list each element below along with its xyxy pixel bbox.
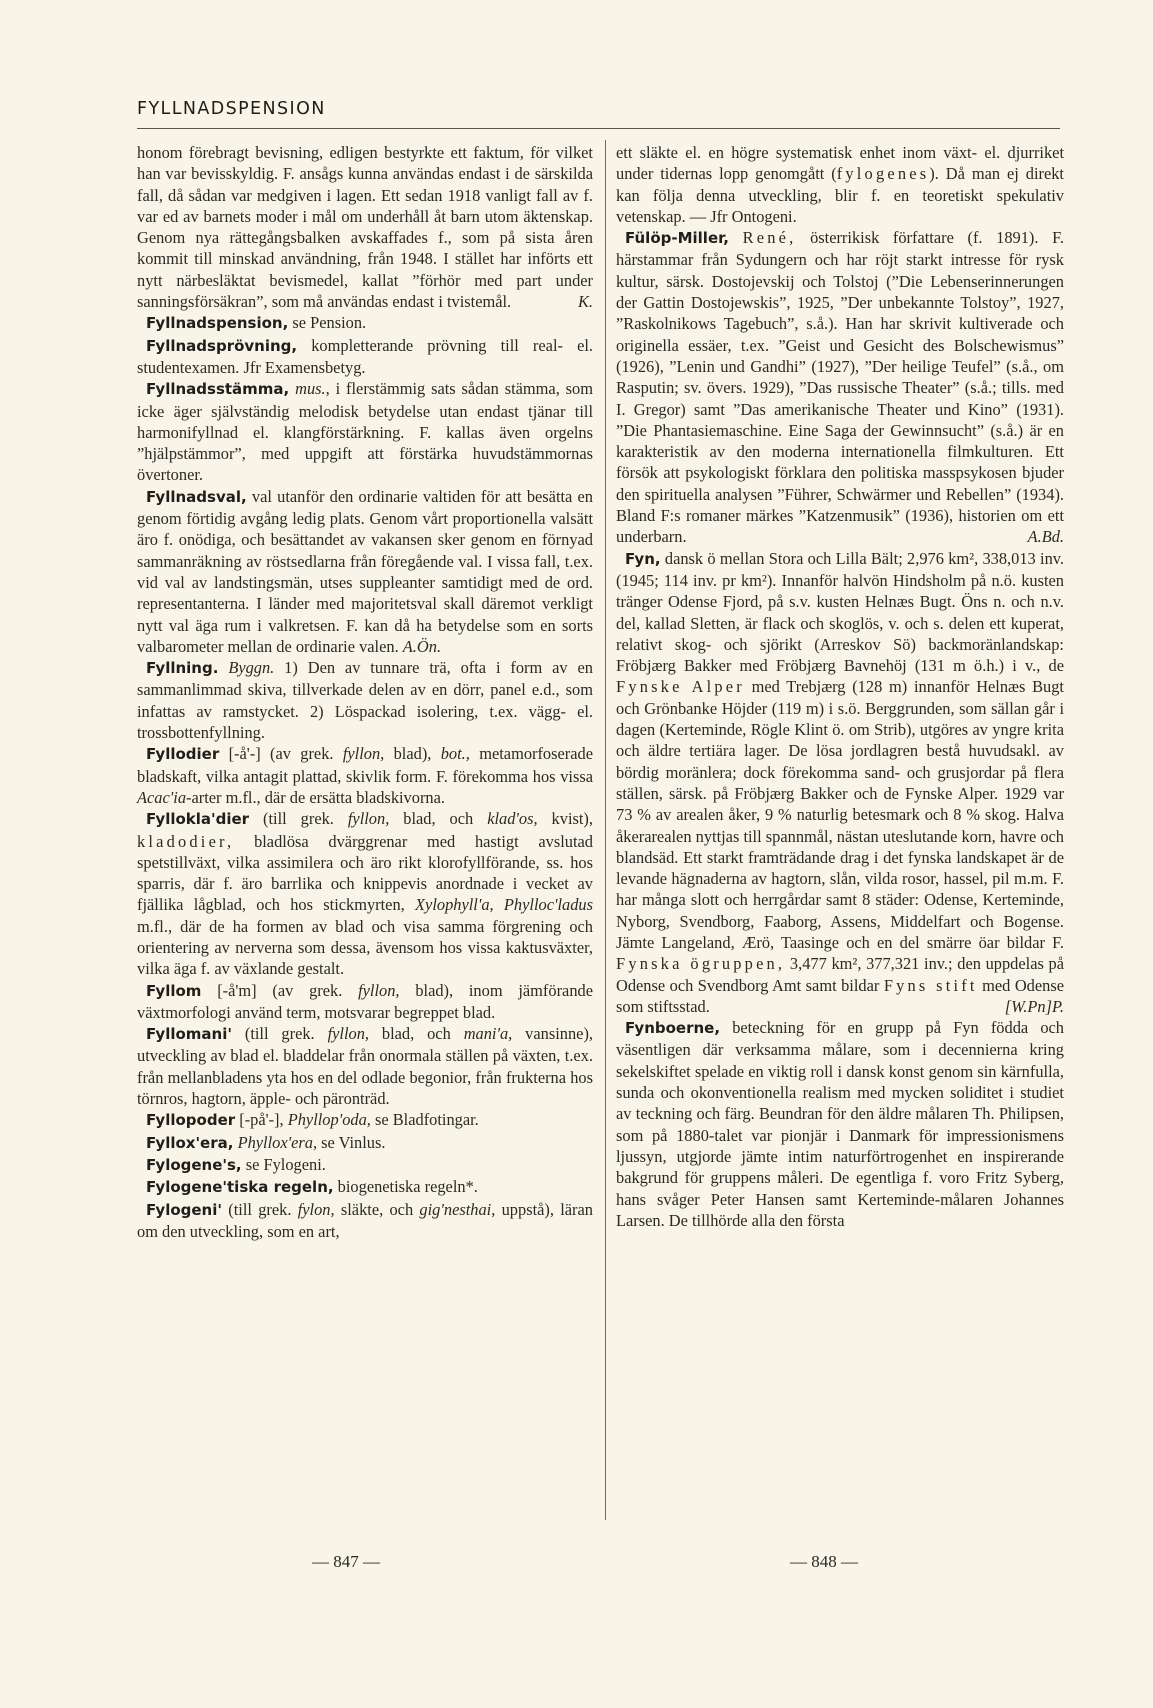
entry-fyllokladier: Fyllokla'dier (till grek. fyllon, blad, och klad'os, kvist), kladodier, bladlösa dvärggrenar med hastigt avslutad spetstillväxt, vilka assimilera och äro rikt klorofyllförande, ss. hos sparris, där f. äro barrlika och knippevis anordnade i vecket av fjällika lågblad, och hos stickmyrten, Xylophyll'a, Phylloc'ladus m.fl., där de ha formen av blad och visa samma förgrening och orientering av nerverna som dessa, ävensom hos vissa kaktusväxter, vilka äga f. av växlande gestalt. (137, 809, 593, 979)
entry-fyllodier: Fyllodier [-å'-] (av grek. fyllon, blad), bot., metamorfoserade bladskaft, vilka antagit plattad, skivlik form. F. förekomma hos vissa Acac'ia-arter m.fl., där de ersätta bladskivorna. (137, 744, 593, 807)
subject-label: mus. (295, 379, 326, 399)
page-number-right: — 848 — (790, 1552, 858, 1571)
headword: Fyllodier (146, 745, 220, 764)
column-divider (605, 140, 606, 1520)
headword: Fynboerne, (625, 1019, 721, 1038)
entry-fyllnadspension: Fyllnadspension, se Pension. (146, 313, 367, 333)
headword: Fyllom (146, 981, 202, 1000)
headword: Fyllokla'dier (146, 810, 250, 829)
headword: Fyllnadsprövning, (146, 336, 298, 355)
running-head: FYLLNADSPENSION (137, 99, 326, 119)
entry-fylogeni: Fylogeni' (till grek. fylon, släkte, och gig'nesthai, uppstå), läran om den utveckling, som en art, (137, 1199, 593, 1241)
headword: Fyllopoder (146, 1111, 236, 1130)
headword: Fyn, (625, 549, 661, 568)
headword: Fyllomani' (146, 1025, 232, 1044)
headword: Fyllox'era, (146, 1133, 234, 1152)
headword: Fylogeni' (146, 1200, 222, 1219)
author-signature: A.Bd. (1027, 527, 1064, 547)
entry-fulop-miller: Fülöp-Miller, René, österrikisk författare (f. 1891). F. härstammar från Sydungern och har röjt starkt intresse för rysk kultur, särsk. Dostojevskij och Tolstoj (”Die Lebenserinnerungen der Gattin Dostojewskis”, 1925, ”Der unbekannte Tolstoy”, 1927, ”Raskolnikows Tagebuch”, s.å.). Han har skrivit kultiverade och originella essäer, t.ex. ”Geist und Gesicht des Bolschewismus” (1926), ”Lenin und Gandhi” (1927), ”Der heilige Teufel” (s.å., om Rasputin; sv. övers. 1929), ”Das russische Theater” (s.å.; tills. med I. Gregor) samt ”Das amerikanische Theater und Kino” (1931). ”Die Phantasiemaschine. Eine Saga der Gewinnsucht” (s.å.) är en karakteristik av den moderna internationella filmkulturen. Ett försök att psykologiskt förklara den politiska masspsykosen bjuder den spirituella analysen ”Führer, Schwärmer und Rebellen” (1934). Bland F:s romaner märkes ”Katzenmusik” (1936), historien om ett underbarn. A.Bd. (616, 228, 1064, 547)
header-rule (137, 128, 1060, 129)
entry-fyn: Fyn, dansk ö mellan Stora och Lilla Bält; 2,976 km², 338,013 inv. (1945; 114 inv. pr km²). Innanför halvön Hindsholm på n.ö. kusten tränger Odense Fjord, på s.v. kusten Helnæs Bugt. Öns n. och n.v. del, kallad Sletten, är flack och skoglös, v. och s. delen ett kuperat, relativt skog- och sjörikt (Arreskov Sö) backmoränlandskap: Fröbjærg Bakker med Fröbjærg Bavnehöj (131 m ö.h.) i v., de Fynske Alper med Trebjærg (128 m) innanför Helnæs Bugt och Grönbanke Höjder (119 m) i s.ö. Berggrunden, som sällan går i dagen (Kerteminde, Rögle Klint ö. om Strib), utgöres av yngre krita och äldre tertiära lager. De lösa jordlagren bestå huvudsakl. av bördig moränlera; dock förekomma sand- och grusjordar på flera ställen, särsk. på Fröbjærg Bakker och de Fynske Alper. 1929 var 73 % av arealen åker, 9 % naturlig betesmark och 8 % skog. Halva åkerarealen nyttjas till spannmål, nästan uteslutande korn, havre och blandsäd. Ett starkt framträdande drag i det fynska landskapet är de levande hägnaderna av hagtorn, slån, vilda rosor, hassel, pil m.m. F. har många slott och herrgårdar samt 8 städer: Odense, Kerteminde, Nyborg, Svendborg, Faaborg, Assens, Middelfart och Bogense. Jämte Langeland, Ærö, Taasinge och en del smärre öar bildar F. Fynska ögruppen, 3,477 km², 377,321 inv.; den uppdelas på Odense och Svendborg Amt samt bildar Fyns stift med Odense som stiftsstad. [W.Pn]P. (616, 548, 1064, 1016)
headword: Fyllnadsstämma, (146, 380, 290, 399)
author-signature: [W.Pn]P. (1004, 996, 1064, 1016)
page-number-left: — 847 — (312, 1552, 380, 1571)
headword: Fülöp-Miller, (625, 229, 730, 248)
entry-fyllom: Fyllom [-å'm] (av grek. fyllon, blad), inom jämförande växtmorfologi använd term, motsvarar begreppet blad. (137, 980, 593, 1022)
right-column (616, 142, 1064, 1231)
entry-fylloxera: Fyllox'era, Phyllox'era, se Vinlus. (146, 1132, 386, 1152)
author-signature: A.Ön. (402, 636, 442, 656)
entry-fyllnadsval: Fyllnadsval, val utanför den ordinarie valtiden för att besätta en genom förtidig avgång ledig plats. Genom vårt proportionella valsätt äro f. onödiga, och besättandet av vakansen sker genom en förnyad sammanräkning av röstsedlarna från föregående val. I vissa fall, t.ex. vid val av landstingsmän, utses suppleanter samtidigt med de ord. representanterna. I länder med majoritetsval skall däremot verkligt nytt val äga rum i valkretsen. F. kan då ha betydelse som en sorts valbarometer mellan de ordinarie valen. A.Ön. (137, 486, 593, 656)
headword: Fyllnadspension, (146, 314, 289, 333)
entry-continuation: honom förebragt bevisning, edligen bestyrkte ett faktum, för vilket han var bevisskyldig. F. ansågs kunna användas endast i de särskilda fall, då sådan var medgiven i lagen. Ett sedan 1918 vanligt fall av f. var ed av barnets moder i mål om underhåll åt barn utom äktenskap. Genom nya rättegångsbalken avskaffades f., som på sista åren kommit till minskad användning, från 1948. I stället har införts ett nytt närbesläktat bevismedel, kallat ”förhör med part under sanningsförsäkran”, som må användas endast i tvistemål. K. (137, 143, 593, 312)
author-signature: K. (577, 292, 593, 312)
entry-fylogenes: Fylogene's, se Fylogeni. (146, 1154, 326, 1174)
subject-label: bot., (440, 744, 470, 764)
entry-fylogenetiska-regeln: Fylogene'tiska regeln, biogenetiska regeln*. (146, 1177, 478, 1197)
headword: Fyllnadsval, (146, 487, 247, 506)
left-column (137, 142, 593, 1242)
entry-fyllopoder: Fyllopoder [-på'-], Phyllop'oda, se Bladfotingar. (146, 1110, 479, 1130)
subject-label: Byggn. (228, 658, 275, 678)
entry-fynboerne: Fynboerne, beteckning för en grupp på Fyn födda och väsentligen där verksamma målare, som i decennierna kring sekelskiftet spelade en viktig roll i dansk konst genom sin kärnfulla, sunda och okonventionella realism med mycken soliditet i studiet av teckning och färg. Beundran för den äldre målaren Th. Philipsen, som på 1880-talet var pionjär i Danmark för impressionismens ljussyn, utgjorde jämte intim naturförtrogenhet en inspirerande bakgrund för gruppens måleri. De egentliga f. voro Fritz Syberg, hans svåger Peter Hansen samt Kerteminde-målaren Johannes Larsen. De tillhörde alla den första (616, 1018, 1064, 1230)
headword: Fyllning. (146, 659, 219, 678)
entry-continuation: ett släkte el. en högre systematisk enhet inom växt- el. djurriket under tidernas lopp genomgått (fylogenes). Då man ej direkt kan följa denna utveckling, blir f. en teoretiskt spekulativ vetenskap. — Jfr Ontogeni. (616, 143, 1064, 226)
entry-fyllning: Fyllning. Byggn. 1) Den av tunnare trä, ofta i form av en sammanlimmad skiva, tillverkade delen av en dörr, panel e.d., som infattas av ramstycket. 2) Löspackad isolering, t.ex. vägg- el. trossbottenfyllning. (137, 658, 593, 743)
headword: Fylogene'tiska regeln, (146, 1178, 334, 1197)
entry-fyllnadsprovning: Fyllnadsprövning, kompletterande prövning till real- el. studentexamen. Jfr Examensbetyg. (137, 335, 593, 377)
headword: Fylogene's, (146, 1155, 242, 1174)
entry-fyllnadsstamma: Fyllnadsstämma, mus., i flerstämmig sats sådan stämma, som icke äger självständig melodisk betydelse utan endast tjänar till harmonifyllnad el. klangförstärkning. F. kallas även orgelns ”hjälpstämmor”, med uppgift att förstärka huvudstämmornas övertoner. (137, 379, 593, 485)
entry-fyllomani: Fyllomani' (till grek. fyllon, blad, och mani'a, vansinne), utveckling av blad el. bladdelar från onormala ställen på växten, t.ex. från mellanbladens yta hos en del odlade begonior, från frukterna hos törnros, hagtorn, äpple- och päronträd. (137, 1024, 593, 1109)
